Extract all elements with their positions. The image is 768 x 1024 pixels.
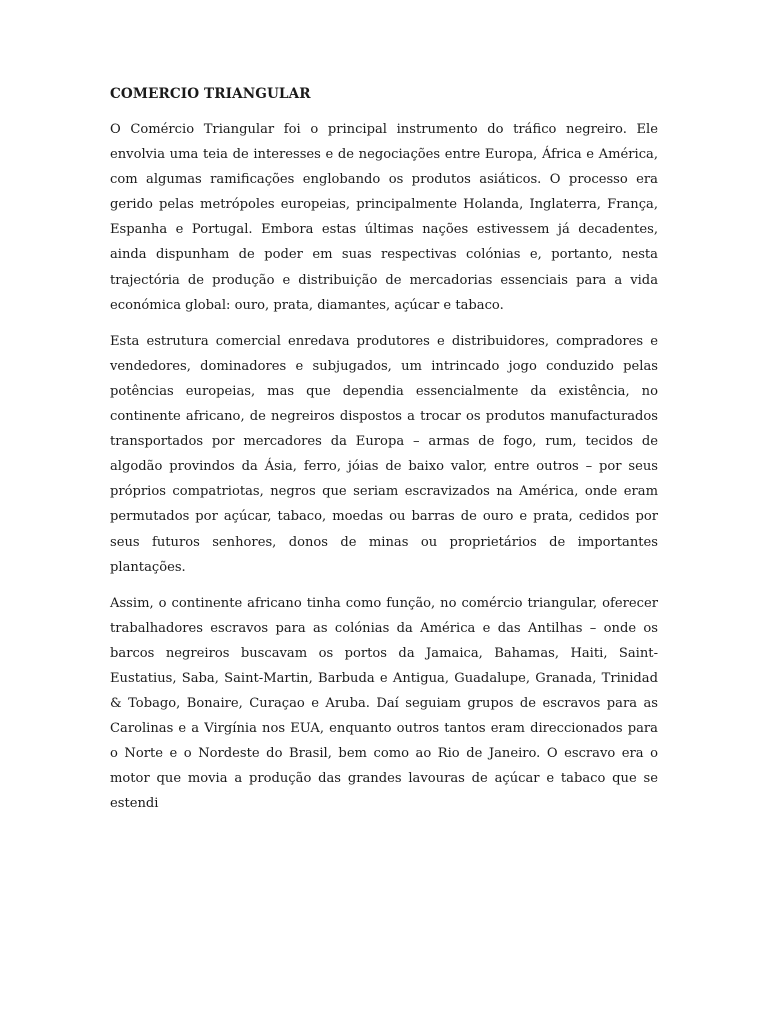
- paragraph-1: O Comércio Triangular foi o principal instrumento do tráfico negreiro. Ele envolvia uma teia de interesses e de negociações entre Europa, África e América, com algumas ramificações englobando os produtos asiáticos. O processo era gerido pelas metrópoles europeias, principalmente Holanda, Inglaterra, França, Espanha e Portugal. Embora estas últimas nações estivessem já decadentes, ainda dispunham de poder em suas respectivas colónias e, portanto, nesta trajectória de produção e distribuição de mercadorias essenciais para a vida económica global: ouro, prata, diamantes, açúcar e tabaco.: [110, 122, 658, 313]
- document-body: [110, 84, 658, 828]
- paragraph-2: Esta estrutura comercial enredava produtores e distribuidores, compradores e vendedores, dominadores e subjugados, um intrincado jogo conduzido pelas potências europeias, mas que dependia essencialmente da existência, no continente africano, de negreiros dispostos a trocar os produtos manufacturados transportados por mercadores da Europa – armas de fogo, rum, tecidos de algodão provindos da Ásia, ferro, jóias de baixo valor, entre outros – por seus próprios compatriotas, negros que seriam escravizados na América, onde eram permutados por açúcar, tabaco, moedas ou barras de ouro e prata, cedidos por seus futuros senhores, donos de minas ou proprietários de importantes plantações.: [110, 333, 658, 575]
- document-title: COMERCIO TRIANGULAR: [110, 86, 311, 102]
- paragraph-3: Assim, o continente africano tinha como função, no comércio triangular, oferecer trabalhadores escravos para as colónias da América e das Antilhas – onde os barcos negreiros buscavam os portos da Jamaica, Bahamas, Haiti, Saint- Eustatius, Saba, Saint-Martin, Barbuda e Antigua, Guadalupe, Granada, Trinidad & Tobago, Bonaire, Curaçao e Aruba. Daí seguiam grupos de escravos para as Carolinas e a Virgínia nos EUA, enquanto outros tantos eram direccionados para o Norte e o Nordeste do Brasil, bem como ao Rio de Janeiro. O escravo era o motor que movia a produção das grandes lavouras de açúcar e tabaco que se estendi: [110, 595, 658, 812]
